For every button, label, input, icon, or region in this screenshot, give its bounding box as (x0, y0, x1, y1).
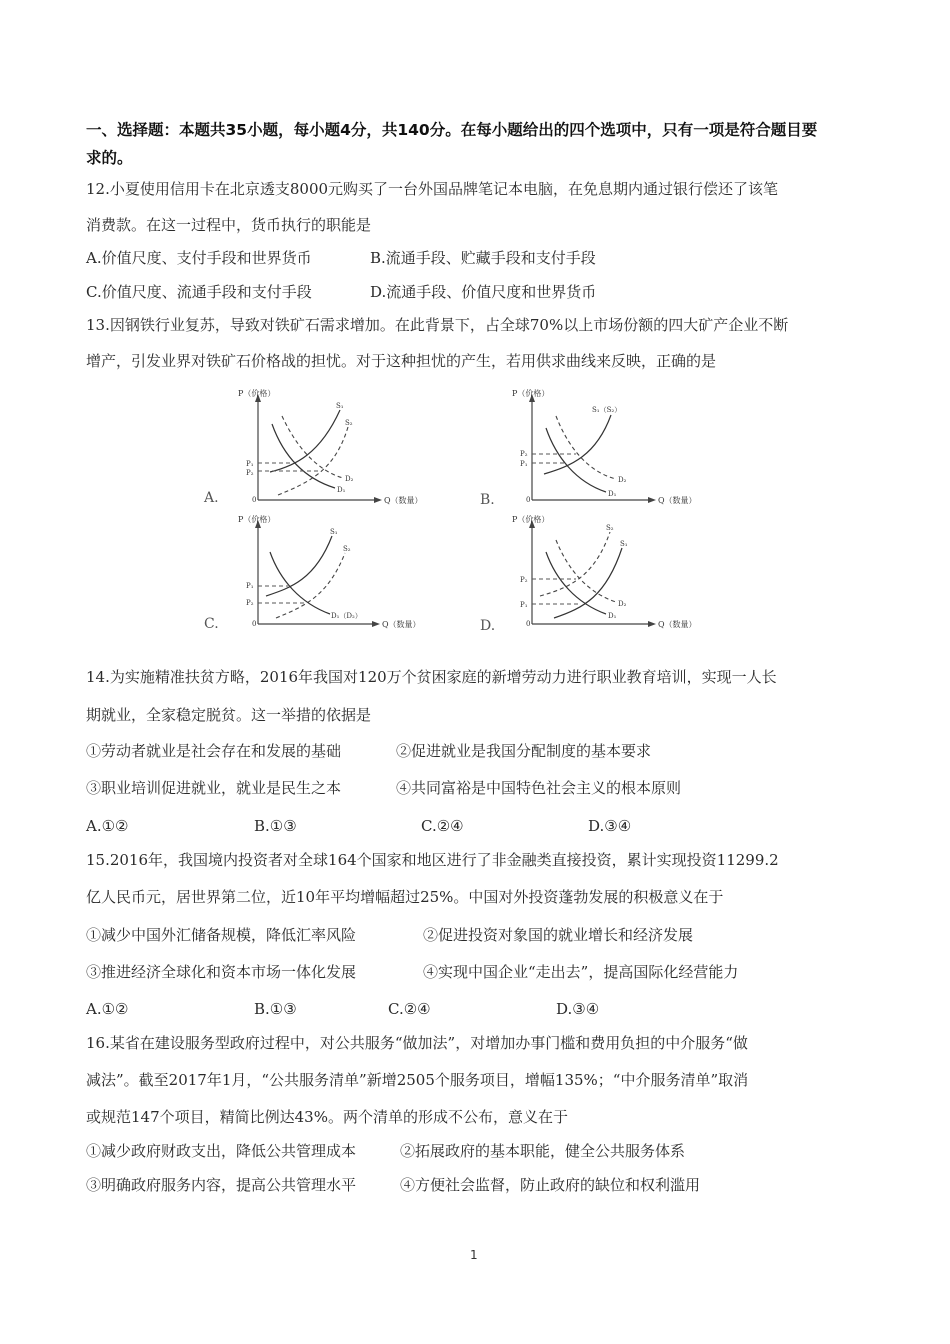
svg-text:Q（数量）: Q（数量） (658, 496, 697, 505)
svg-text:C.: C. (204, 616, 219, 632)
svg-text:Q（数量）: Q（数量） (384, 496, 420, 505)
statement-1: ①减少政府财政支出，降低公共管理成本 (86, 1142, 357, 1160)
supply-demand-graph-d (476, 508, 698, 638)
page-number: 1 (470, 1248, 478, 1262)
svg-text:P₂: P₂ (246, 469, 254, 477)
statement-4: ④方便社会监督，防止政府的缺位和权利滥用 (400, 1176, 701, 1194)
svg-text:Q（数量）: Q（数量） (382, 620, 420, 629)
svg-text:S₁: S₁ (336, 402, 344, 410)
svg-text:D₁: D₁ (608, 612, 617, 620)
statement-2: ②促进投资对象国的就业增长和经济发展 (423, 926, 694, 944)
question-stem-line: 16.某省在建设服务型政府过程中，对公共服务“做加法”，对增加办事门槛和费用负担的中介服务“做 (86, 1034, 748, 1052)
svg-text:D₁（D₂）: D₁（D₂） (331, 612, 362, 620)
svg-text:B.: B. (480, 492, 495, 508)
statement-1: ①减少中国外汇储备规模，降低汇率风险 (86, 926, 357, 944)
svg-text:P₂: P₂ (520, 450, 528, 458)
svg-text:S₂: S₂ (606, 524, 614, 532)
statement-4: ④实现中国企业“走出去”，提高国际化经营能力 (423, 963, 739, 981)
question-stem-line: 14.为实施精准扶贫方略，2016年我国对120万个贫困家庭的新增劳动力进行职业教育培训，实现一人长 (86, 668, 777, 686)
question-stem-line: 减法”。截至2017年1月，“公共服务清单”新增2505个服务项目，增幅135%；“中介服务清单”取消 (86, 1071, 749, 1089)
statement-3: ③推进经济全球化和资本市场一体化发展 (86, 963, 357, 981)
supply-demand-graph-c (200, 508, 420, 638)
section-header-line-1: 一、选择题：本题共35小题，每小题4分，共140分。在每小题给出的四个选项中，只有一项是符合题目要 (86, 121, 818, 139)
option-d: D.③④ (556, 1000, 600, 1018)
question-stem-line: 增产，引发业界对铁矿石价格战的担忧。对于这种担忧的产生，若用供求曲线来反映，正确的是 (86, 352, 717, 370)
question-stem-line: 12.小夏使用信用卡在北京透支8000元购买了一台外国品牌笔记本电脑，在免息期内通过银行偿还了该笔 (86, 180, 779, 198)
svg-text:0: 0 (252, 496, 257, 504)
question-stem-line: 13.因钢铁行业复苏，导致对铁矿石需求增加。在此背景下，占全球70%以上市场份额的四大矿产企业不断 (86, 316, 789, 334)
svg-text:P₂: P₂ (246, 599, 254, 607)
option-a: A.①② (86, 817, 129, 835)
svg-text:P（价格）: P（价格） (512, 389, 550, 398)
svg-text:P₁: P₁ (246, 582, 254, 590)
svg-text:0: 0 (526, 496, 531, 504)
question-stem-line: 亿人民币元，居世界第二位，近10年平均增幅超过25%。中国对外投资蓬勃发展的积极意义在于 (86, 888, 724, 906)
question-stem-line: 消费款。在这一过程中，货币执行的职能是 (86, 216, 372, 234)
statement-3: ③明确政府服务内容，提高公共管理水平 (86, 1176, 357, 1194)
svg-text:P（价格）: P（价格） (238, 389, 276, 398)
statement-2: ②促进就业是我国分配制度的基本要求 (396, 742, 652, 760)
statement-4: ④共同富裕是中国特色社会主义的根本原则 (396, 779, 682, 797)
option-a: A.价值尺度、支付手段和世界货币 (86, 249, 312, 267)
svg-text:P（价格）: P（价格） (512, 515, 550, 524)
svg-text:D₂: D₂ (618, 476, 627, 484)
svg-text:P₁: P₁ (246, 460, 254, 468)
supply-demand-graph-a (200, 382, 420, 510)
svg-text:D₂: D₂ (345, 475, 354, 483)
option-c: C.②④ (421, 817, 464, 835)
option-c: C.价值尺度、流通手段和支付手段 (86, 283, 312, 301)
option-b: B.①③ (254, 817, 297, 835)
svg-text:D₂: D₂ (618, 600, 627, 608)
svg-text:0: 0 (526, 620, 531, 628)
supply-demand-graph-b (476, 382, 698, 510)
svg-text:P₁: P₁ (520, 460, 528, 468)
svg-text:Q（数量）: Q（数量） (658, 620, 697, 629)
question-stem-line: 期就业，全家稳定脱贫。这一举措的依据是 (86, 706, 372, 724)
option-c: C.②④ (388, 1000, 431, 1018)
svg-text:P（价格）: P（价格） (238, 515, 276, 524)
svg-text:P₂: P₂ (520, 576, 528, 584)
section-header-line-2: 求的。 (86, 149, 133, 167)
svg-text:S₂: S₂ (343, 545, 351, 553)
svg-text:P₁: P₁ (520, 601, 528, 609)
svg-text:S₁: S₁ (330, 528, 338, 536)
svg-text:D.: D. (480, 618, 496, 634)
svg-text:D₁: D₁ (608, 490, 617, 498)
svg-text:A.: A. (204, 490, 219, 506)
option-d: D.③④ (588, 817, 632, 835)
question-stem-line: 或规范147个项目，精简比例达43%。两个清单的形成不公布，意义在于 (86, 1108, 568, 1126)
option-b: B.流通手段、贮藏手段和支付手段 (370, 249, 596, 267)
statement-3: ③职业培训促进就业，就业是民生之本 (86, 779, 342, 797)
statement-1: ①劳动者就业是社会存在和发展的基础 (86, 742, 342, 760)
option-b: B.①③ (254, 1000, 297, 1018)
svg-text:S₂: S₂ (345, 419, 353, 427)
option-d: D.流通手段、价值尺度和世界货币 (370, 283, 597, 301)
svg-text:D₁: D₁ (337, 486, 346, 494)
question-stem-line: 15.2016年，我国境内投资者对全球164个国家和地区进行了非金融类直接投资，累计实现投资11299.2 (86, 851, 779, 869)
svg-text:S₁（S₂）: S₁（S₂） (592, 406, 622, 414)
statement-2: ②拓展政府的基本职能，健全公共服务体系 (400, 1142, 686, 1160)
svg-text:S₁: S₁ (620, 540, 628, 548)
option-a: A.①② (86, 1000, 129, 1018)
svg-text:0: 0 (252, 620, 257, 628)
